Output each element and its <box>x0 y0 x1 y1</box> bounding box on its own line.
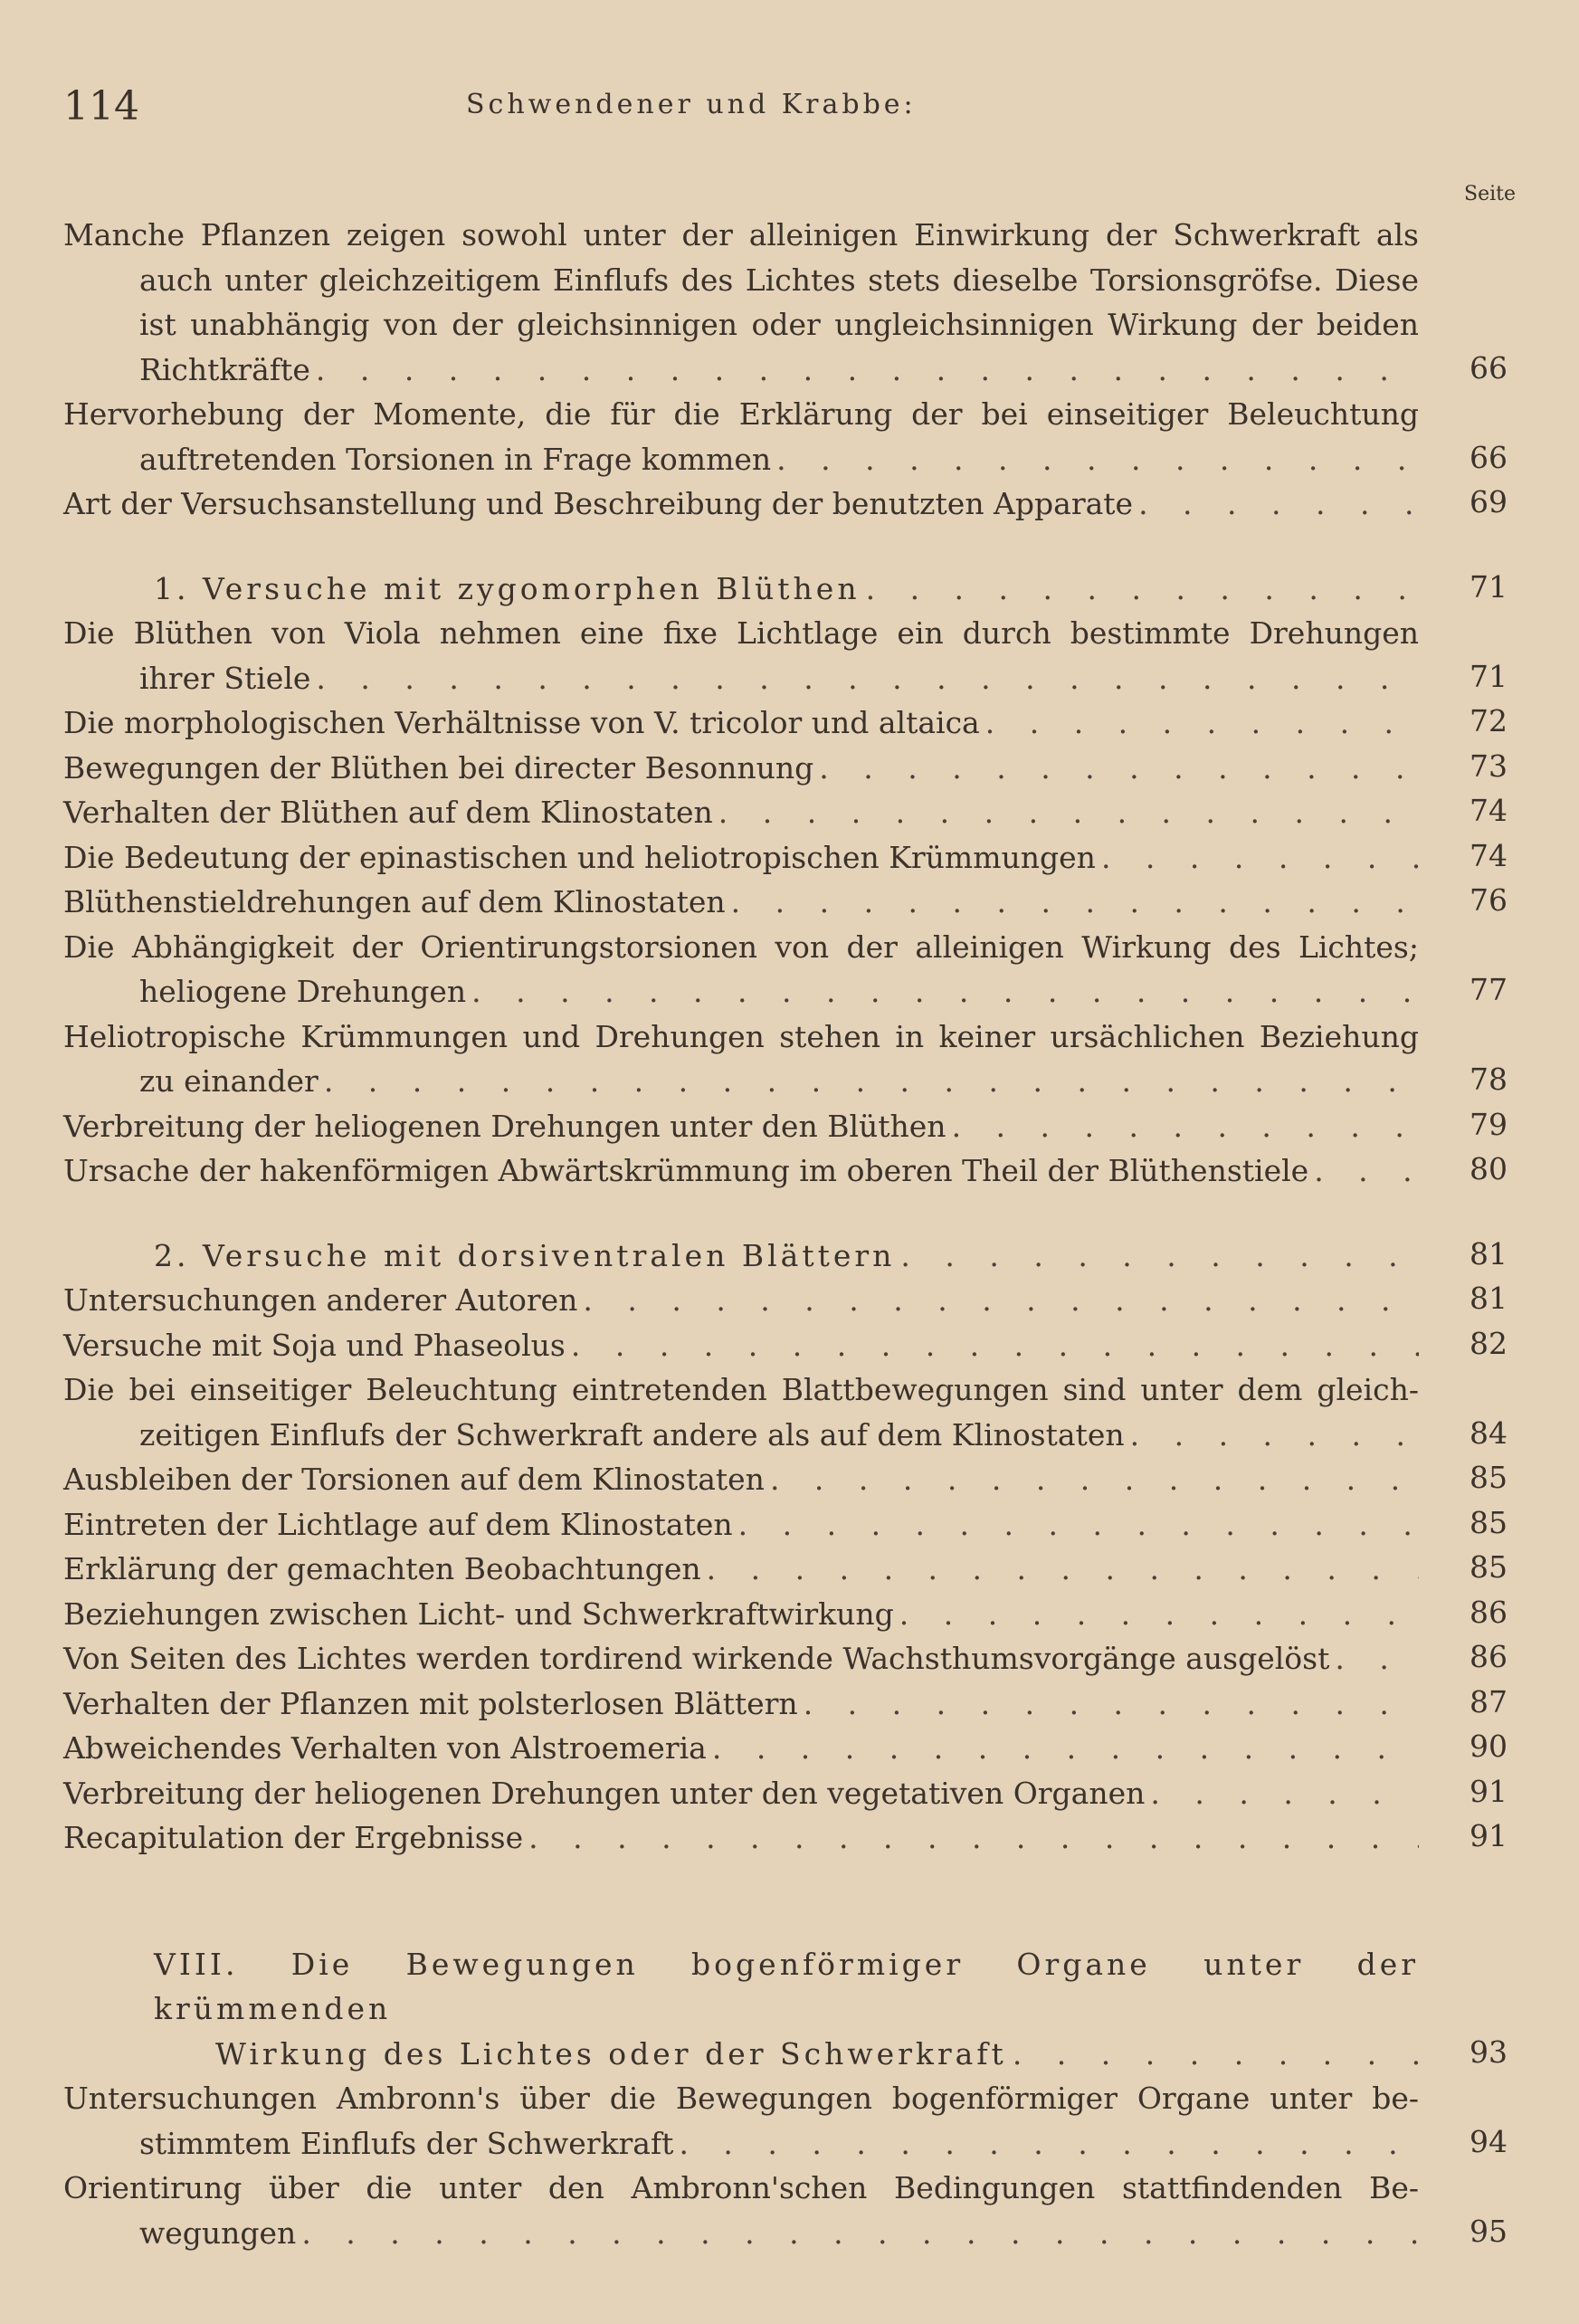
toc-entry-line <box>63 1413 1419 1458</box>
toc-entry-line <box>63 746 1419 791</box>
toc-entry-line <box>63 1547 1419 1592</box>
toc-entry-line <box>63 1771 1419 1816</box>
dot-leader <box>1007 2032 1419 2077</box>
toc-entry-line: auch unter gleichzeitigem Einflufs des Lichtes stets dieselbe Torsionsgröfse. Diese <box>139 262 1419 298</box>
toc-entry-title: Art der Versuchsanstellung und Beschreibung der benutzten Apparate <box>63 486 1134 521</box>
toc-page-number: 76 <box>1470 882 1508 918</box>
toc-page-number: 74 <box>1470 793 1508 828</box>
toc-entry-title: Verbreitung der heliogenen Drehungen unter den Blüthen <box>63 1108 946 1144</box>
toc-entry-line <box>63 1726 1419 1771</box>
dot-leader <box>296 2211 1419 2256</box>
toc-page-number: 73 <box>1470 748 1508 784</box>
toc-entry <box>63 1104 1518 1149</box>
toc-entry <box>63 880 1518 925</box>
toc-entry <box>63 1502 1518 1548</box>
toc-entry <box>63 1771 1518 1816</box>
toc-entry-title: Ursache der hakenförmigen Abwärtskrümmung im oberen Theil der Blüthenstiele <box>63 1153 1309 1188</box>
dot-leader <box>566 1323 1419 1368</box>
toc-entry <box>63 1726 1518 1771</box>
dot-leader <box>765 1457 1419 1502</box>
toc-section-heading <box>63 1233 1518 1279</box>
toc-entry-line <box>63 1457 1419 1502</box>
toc-entry-title: Recapitulation der Ergebnisse <box>63 1820 524 1855</box>
toc-entry <box>63 1148 1518 1194</box>
dot-leader <box>895 1233 1419 1279</box>
toc-entry-title: stimmtem Einflufs der Schwerkraft <box>139 2125 674 2161</box>
toc-entry-line <box>63 1148 1419 1194</box>
dot-leader <box>1308 1148 1419 1194</box>
toc-entry-title: Wirkung des Lichtes oder der Schwerkraft <box>215 2035 1007 2072</box>
toc-page-number: 93 <box>1470 2034 1508 2070</box>
toc-entry-title: Verhalten der Pflanzen mit polsterlosen Blättern <box>63 1685 798 1721</box>
dot-leader <box>798 1681 1419 1727</box>
dot-leader <box>707 1726 1419 1771</box>
toc-entry-line <box>63 1681 1419 1727</box>
dot-leader <box>310 348 1419 393</box>
dot-leader <box>894 1592 1419 1637</box>
dot-leader <box>1329 1636 1419 1681</box>
toc-entry <box>63 2076 1518 2166</box>
toc-entry <box>63 392 1518 481</box>
toc-page-number: 71 <box>1470 658 1508 694</box>
toc-entry <box>63 1323 1518 1368</box>
dot-leader <box>701 1547 1419 1592</box>
toc-entry-line <box>63 1233 1419 1279</box>
dot-leader <box>1096 835 1419 881</box>
toc-entry-line <box>63 700 1419 746</box>
toc-entry-title: Richtkräfte <box>139 351 310 387</box>
toc-page-number: 66 <box>1470 349 1508 386</box>
toc-section-heading <box>63 1942 1518 2077</box>
toc-entry <box>63 1457 1518 1502</box>
toc-page-number: 90 <box>1470 1729 1508 1764</box>
toc-page-number: 81 <box>1470 1235 1508 1272</box>
dot-leader <box>713 790 1419 835</box>
toc-entry <box>63 925 1518 1014</box>
toc-entry-title: heliogene Drehungen <box>139 974 467 1009</box>
dot-leader <box>771 437 1419 482</box>
toc-entry <box>63 1681 1518 1727</box>
seite-label: Seite <box>1464 183 1516 205</box>
toc-entry-title: wegungen <box>139 2214 297 2251</box>
toc-entry-title: Bewegungen der Blüthen bei directer Besonnung <box>63 749 814 786</box>
toc-entry-title: Beziehungen zwischen Licht- und Schwerkraftwirkung <box>63 1595 894 1632</box>
toc-entry-title: 1. Versuche mit zygomorphen Blüthen <box>154 570 861 606</box>
section-gap <box>63 1861 1518 1942</box>
toc-entry-line <box>63 1323 1419 1368</box>
section-gap <box>63 1194 1518 1233</box>
dot-leader <box>1125 1413 1419 1458</box>
toc-entry-line: Heliotropische Krümmungen und Drehungen stehen in keiner ursächlichen Beziehung <box>63 1018 1419 1054</box>
toc-entry-line <box>63 1636 1419 1681</box>
toc-entry-line <box>63 1278 1419 1323</box>
toc-entry-line <box>63 2211 1419 2256</box>
toc-entry <box>63 481 1518 527</box>
toc-entry-title: Versuche mit Soja und Phaseolus <box>63 1327 566 1363</box>
toc-section-heading <box>63 567 1518 612</box>
toc-page-number: 85 <box>1470 1460 1508 1495</box>
toc-page-number: 91 <box>1470 1818 1508 1853</box>
toc-entry-line <box>63 880 1419 925</box>
toc-entry-title: Blüthenstieldrehungen auf dem Klinostaten <box>63 884 726 919</box>
dot-leader <box>726 880 1419 925</box>
running-title: Schwendener und Krabbe: <box>466 89 917 120</box>
page-header <box>63 83 1516 138</box>
toc-page-number: 69 <box>1470 484 1508 519</box>
toc-entry-line <box>63 1059 1419 1104</box>
toc-entry-title: Eintreten der Lichtlage auf dem Klinostaten <box>63 1506 733 1542</box>
toc-entry-line <box>63 348 1419 393</box>
dot-leader <box>733 1502 1419 1548</box>
toc-entry-line: Die Blüthen von Viola nehmen eine fixe Lichtlage ein durch bestimmte Drehungen <box>63 615 1419 651</box>
toc-entry-line <box>63 1815 1419 1861</box>
dot-leader <box>319 1059 1419 1104</box>
dot-leader <box>577 1278 1419 1323</box>
toc-page-number: 86 <box>1470 1594 1508 1630</box>
toc-page-number: 74 <box>1470 837 1508 873</box>
toc-page-number: 71 <box>1470 568 1508 605</box>
dot-leader <box>1145 1771 1419 1816</box>
toc-entry-line: Die bei einseitiger Beleuchtung eintretenden Blattbewegungen sind unter dem gleich- <box>63 1372 1419 1407</box>
toc-entry-line <box>63 969 1419 1014</box>
toc-page-number: 85 <box>1470 1504 1508 1540</box>
toc-entry-title: Untersuchungen anderer Autoren <box>63 1282 578 1318</box>
toc-entry-title: 2. Versuche mit dorsiventralen Blättern <box>154 1237 896 1273</box>
toc-page-number: 72 <box>1470 703 1508 738</box>
toc-entry-title: Ausbleiben der Torsionen auf dem Klinostaten <box>63 1462 765 1497</box>
toc-page-number: 86 <box>1470 1639 1508 1674</box>
toc-entry <box>63 213 1518 392</box>
dot-leader <box>1133 481 1419 527</box>
toc-page-number: 85 <box>1470 1549 1508 1585</box>
toc-entry <box>63 746 1518 791</box>
dot-leader <box>673 2121 1419 2167</box>
toc-entry-line <box>63 567 1419 612</box>
dot-leader <box>946 1104 1419 1149</box>
toc-entry-title: zu einander <box>139 1063 319 1099</box>
toc-entry <box>63 700 1518 746</box>
dot-leader <box>310 656 1419 701</box>
toc-entry <box>63 1592 1518 1637</box>
toc-entry <box>63 790 1518 835</box>
toc-entry-title: Die morphologischen Verhältnisse von V. tricolor und altaica <box>63 705 980 740</box>
toc-entry <box>63 1014 1518 1104</box>
dot-leader <box>813 746 1419 791</box>
toc-entry <box>63 1636 1518 1681</box>
toc-entry-line: Die Abhängigkeit der Orientirungstorsionen von der alleinigen Wirkung des Lichtes; <box>63 929 1419 965</box>
toc-entry-line: Orientirung über die unter den Ambronn'schen Bedingungen stattfindenden Be- <box>63 2170 1419 2205</box>
toc-entry-line <box>63 2121 1419 2167</box>
toc-entry-title: Verbreitung der heliogenen Drehungen unter den vegetativen Organen <box>63 1775 1146 1811</box>
toc-entry-line <box>63 1502 1419 1548</box>
toc-entry-line: Untersuchungen Ambronn's über die Bewegungen bogenförmiger Organe unter be- <box>63 2081 1419 2116</box>
toc-entry <box>63 1278 1518 1323</box>
toc-page-number: 95 <box>1470 2213 1508 2249</box>
toc-entry-title: Abweichendes Verhalten von Alstroemeria <box>63 1730 707 1766</box>
toc-page-number: 77 <box>1470 972 1508 1007</box>
toc-page-number: 84 <box>1470 1414 1508 1451</box>
toc-entry-title: zeitigen Einflufs der Schwerkraft andere als auf dem Klinostaten <box>139 1416 1125 1452</box>
toc-entry-line <box>63 790 1419 835</box>
section-gap <box>63 527 1518 567</box>
toc-entry-line <box>63 1104 1419 1149</box>
toc-entry-line <box>63 656 1419 701</box>
page-number: 114 <box>63 83 139 129</box>
toc-entry-line <box>63 2032 1419 2077</box>
dot-leader <box>523 1815 1419 1861</box>
toc-entry-line: Hervorhebung der Momente, die für die Erklärung der bei einseitiger Beleuchtung <box>63 396 1419 432</box>
toc-page-number: 79 <box>1470 1106 1508 1142</box>
toc-entry-line <box>63 437 1419 482</box>
toc-entry <box>63 611 1518 700</box>
toc-entry-line: ist unabhängig von der gleichsinnigen oder ungleichsinnigen Wirkung der beiden <box>139 307 1419 342</box>
toc-page-number: 78 <box>1470 1062 1508 1097</box>
toc-entry-line: VIII. Die Bewegungen bogenförmiger Organe unter der krümmenden <box>154 1946 1419 2026</box>
toc-entry <box>63 2166 1518 2255</box>
toc-entry <box>63 835 1518 881</box>
dot-leader <box>466 969 1419 1014</box>
toc-entry-title: Die Bedeutung der epinastischen und heliotropischen Krümmungen <box>63 839 1096 875</box>
table-of-contents <box>63 213 1518 2255</box>
dot-leader <box>861 567 1419 612</box>
toc-page-number: 66 <box>1470 439 1508 475</box>
toc-entry-line <box>63 481 1419 527</box>
toc-entry-title: Erklärung der gemachten Beobachtungen <box>63 1551 701 1586</box>
toc-entry-title: Von Seiten des Lichtes werden tordirend wirkende Wachsthumsvorgänge ausgelöst <box>63 1641 1330 1676</box>
toc-entry <box>63 1815 1518 1861</box>
toc-entry-title: auftretenden Torsionen in Frage kommen <box>139 441 772 477</box>
dot-leader <box>980 700 1419 746</box>
toc-page-number: 81 <box>1470 1281 1508 1316</box>
toc-entry-line <box>63 1592 1419 1637</box>
toc-entry-title: ihrer Stiele <box>139 660 311 696</box>
toc-page-number: 87 <box>1470 1683 1508 1719</box>
toc-entry <box>63 1547 1518 1592</box>
toc-page-number: 94 <box>1470 2123 1508 2159</box>
toc-entry-line: Manche Pflanzen zeigen sowohl unter der alleinigen Einwirkung der Schwerkraft als <box>63 217 1419 252</box>
toc-entry-title: Verhalten der Blüthen auf dem Klinostaten <box>63 795 713 830</box>
toc-page-number: 80 <box>1470 1151 1508 1186</box>
toc-entry-line <box>63 835 1419 881</box>
toc-entry <box>63 1367 1518 1457</box>
toc-page-number: 82 <box>1470 1325 1508 1361</box>
toc-page-number: 91 <box>1470 1773 1508 1809</box>
